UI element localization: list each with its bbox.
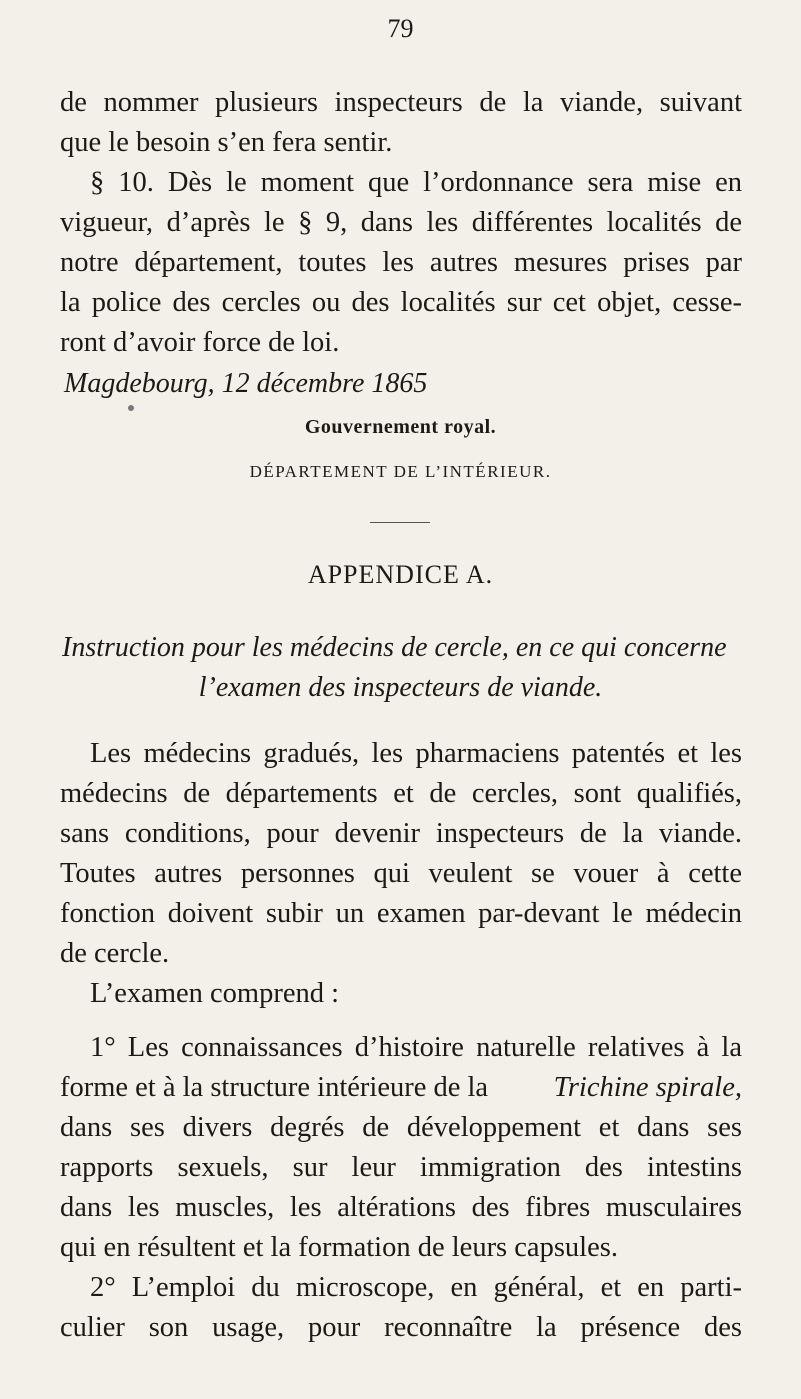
text-line: Les médecins gradués, les pharmaciens patentés et les — [90, 738, 742, 769]
instruction-title: Instruction pour les médecins de cercle, en ce qui concerne — [62, 632, 727, 663]
text-segment: forme et à la structure intérieure de la — [60, 1072, 496, 1103]
species-name: Trichine spirale, — [553, 1072, 742, 1103]
text-line: Toutes autres personnes qui veulent se vouer à cette — [60, 858, 742, 889]
text-line: qui en résultent et la formation de leurs capsules. — [60, 1232, 618, 1263]
appendix-title: APPENDICE A. — [307, 560, 494, 589]
ink-dot — [128, 405, 134, 411]
text-line: de cercle. — [60, 938, 170, 969]
text-line: fonction doivent subir un examen par-devant le médecin — [60, 898, 742, 929]
department-heading: DÉPARTEMENT DE L’INTÉRIEUR. — [249, 462, 552, 481]
text-line: 2° L’emploi du microscope, en général, et en parti- — [90, 1272, 742, 1303]
text-line: culier son usage, pour reconnaître la présence des — [60, 1312, 742, 1343]
instruction-title: l’examen des inspecteurs de viande. — [198, 672, 603, 703]
place-date: Magdebourg, 12 décembre 1865 — [64, 368, 428, 399]
text-line: sans conditions, pour devenir inspecteurs de la viande. — [60, 818, 742, 849]
text-line: notre département, toutes les autres mesures prises par — [60, 247, 742, 278]
text-line: la police des cercles ou des localités sur cet objet, cesse- — [60, 287, 742, 318]
text-line — [60, 1068, 742, 1108]
text-line: de nommer plusieurs inspecteurs de la viande, suivant — [60, 87, 742, 118]
text-line: L’examen comprend : — [90, 978, 340, 1009]
text-line: médecins de départements et de cercles, sont qualifiés, — [60, 778, 742, 809]
text-line: § 10. Dès le moment que l’ordonnance sera mise en — [90, 167, 742, 198]
text-line: dans ses divers degrés de développement et dans ses — [60, 1112, 742, 1143]
page-number: 79 — [387, 14, 414, 43]
text-line: rapports sexuels, sur leur immigration des intestins — [60, 1152, 742, 1183]
divider-rule — [370, 522, 430, 523]
government-heading: Gouvernement royal. — [304, 416, 497, 438]
text-line: que le besoin s’en fera sentir. — [60, 127, 393, 158]
text-line: vigueur, d’après le § 9, dans les différentes localités de — [60, 207, 742, 238]
text-line: 1° Les connaissances d’histoire naturelle relatives à la — [90, 1032, 742, 1063]
text-line: ront d’avoir force de loi. — [60, 327, 340, 358]
text-line: dans les muscles, les altérations des fibres musculaires — [60, 1192, 742, 1223]
